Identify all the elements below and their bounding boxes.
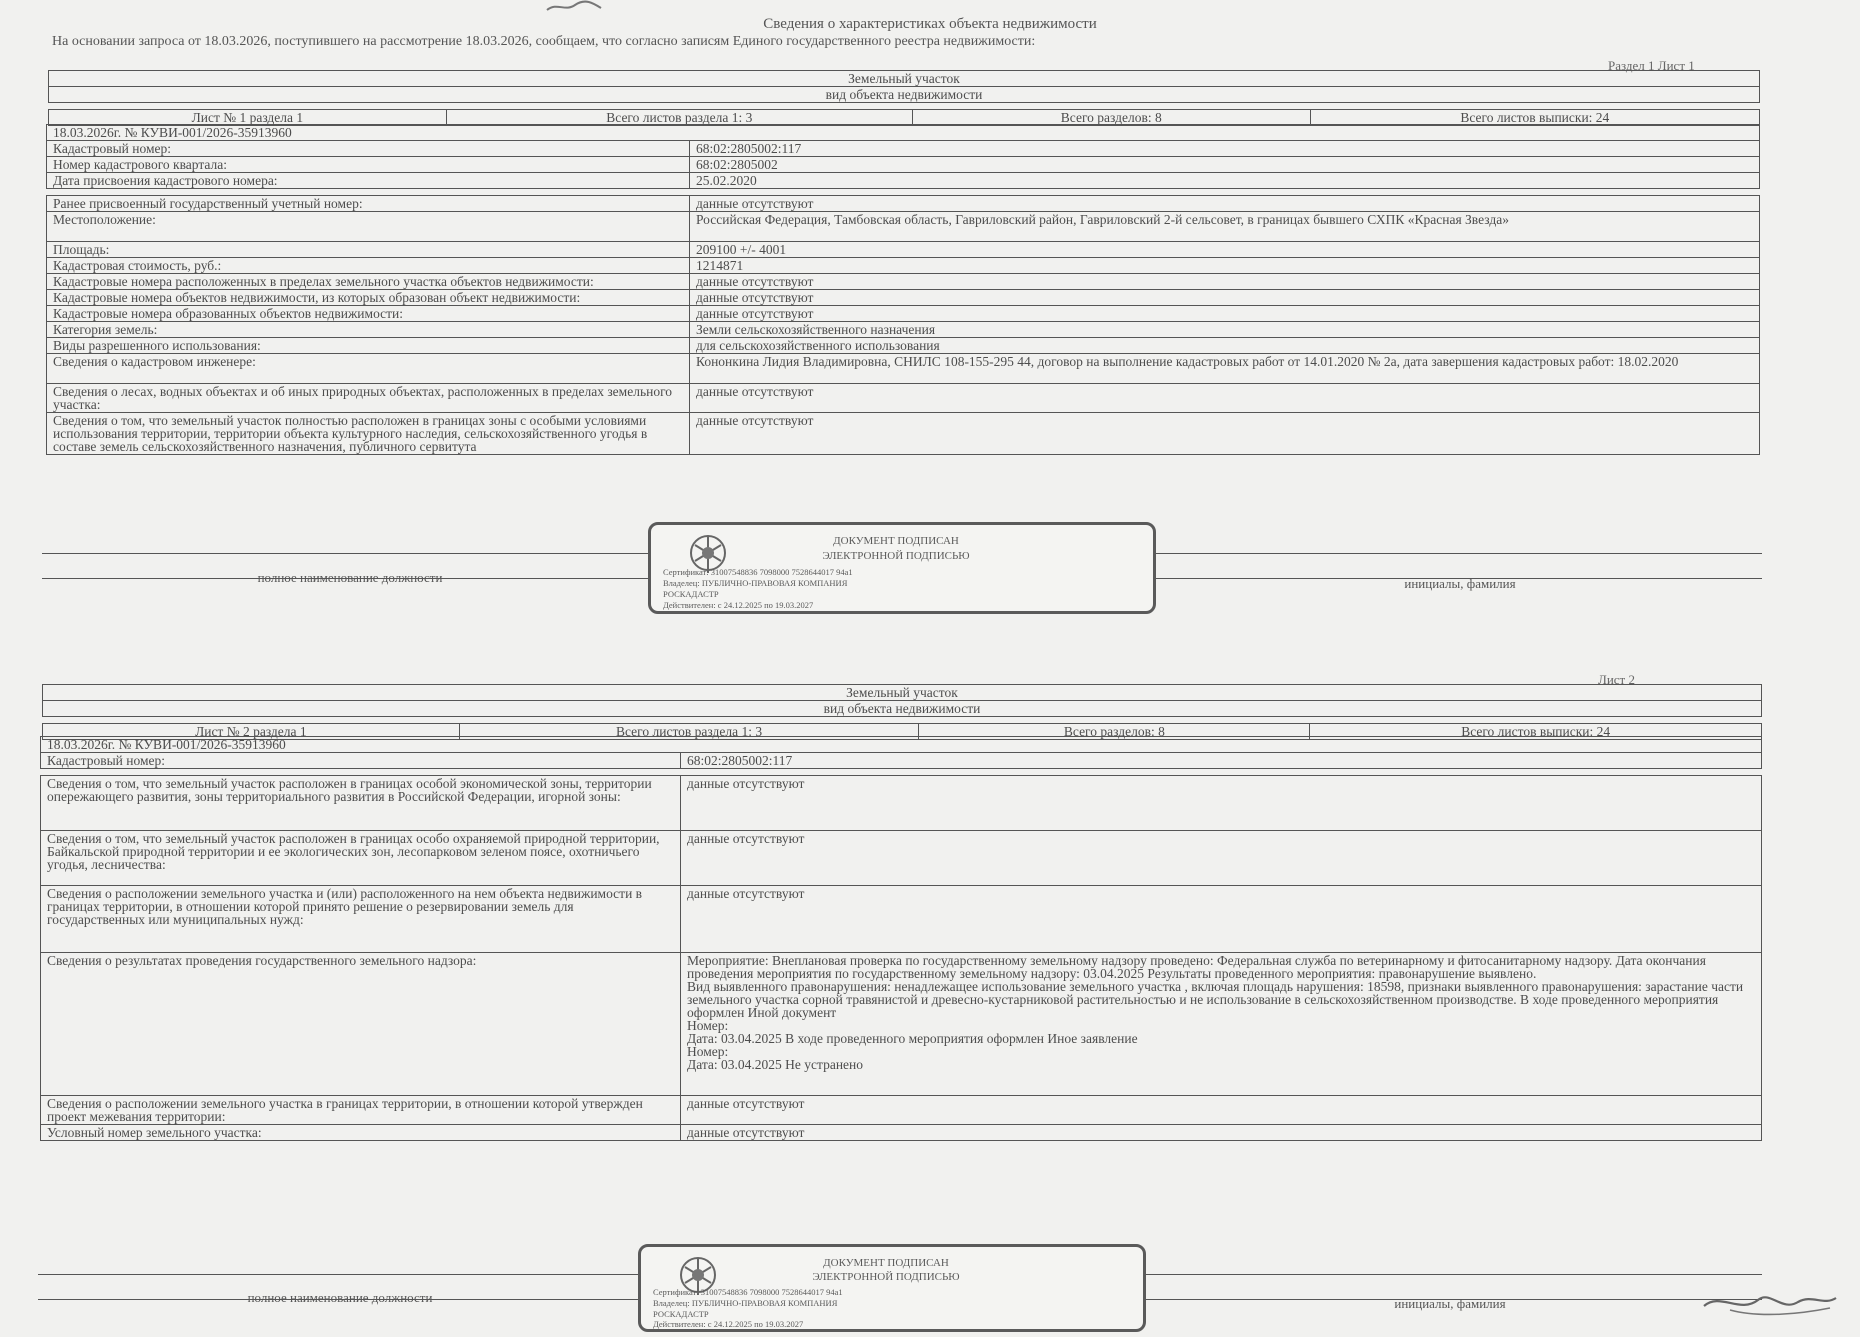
sheet2-sections-total: Всего разделов: 8 [919,724,1310,739]
stamp-valid: Действителен: с 24.12.2025 по 19.03.2027 [653,1319,804,1329]
position-caption: полное наименование должности [247,1290,433,1305]
row-label: Сведения о расположении земельного участка и (или) расположенного на нем объекта недвижимости в границах территории, в отношении которой принято решение о резервировании земель для государственных или муниципальных нужд: [41,886,681,953]
table-row [41,831,1762,886]
sheet1-sections-total: Всего разделов: 8 [912,110,1310,125]
row-label: Сведения о лесах, водных объектах и об иных природных объектах, расположенных в пределах земельного участка: [47,384,690,413]
row-label: Сведения о том, что земельный участок расположен в границах особой экономической зоны, территории опережающего развития, зоны территориального развития в Российской Федерации, игорной зоны: [41,776,681,831]
sheet2-corner-label: Лист 2 [1598,672,1635,687]
row-label: Сведения о результатах проведения государственного земельного надзора: [41,953,681,1096]
row-value: 68:02:2805002:117 [690,141,1760,157]
table-row [41,1096,1762,1125]
e-signature-stamp [648,522,1156,614]
row-label: Кадастровые номера объектов недвижимости, из которых образован объект недвижимости: [47,290,690,306]
sheet2-object-type-caption: вид объекта недвижимости [43,701,1762,717]
row-value: данные отсутствуют [690,306,1760,322]
table-row [47,141,1760,157]
table-row [47,212,1760,242]
row-label: Местоположение: [47,212,690,242]
row-value: Земли сельскохозяйственного назначения [690,322,1760,338]
table-row [47,157,1760,173]
table-row [47,413,1760,455]
handwritten-signature [1700,1284,1840,1320]
row-label: Дата присвоения кадастрового номера: [47,173,690,189]
row-value: данные отсутствуют [681,831,1762,886]
table-row [47,173,1760,189]
table-row [41,886,1762,953]
row-value: данные отсутствуют [690,196,1760,212]
handwritten-mark [545,0,605,14]
table-row [47,354,1760,384]
table-row [47,290,1760,306]
sheet1-header-table [48,70,1760,126]
row-label: Сведения о расположении земельного участка в границах территории, в отношении которой утвержден проект межевания территории: [41,1096,681,1125]
row-value: Кононкина Лидия Владимировна, СНИЛС 108-155-295 44, договор на выполнение кадастровых работ от 14.01.2020 № 2а, дата завершения кадастровых работ: 18.02.2020 [690,354,1760,384]
row-value: данные отсутствуют [690,413,1760,455]
row-value: данные отсутствуют [681,1096,1762,1125]
row-label: Кадастровый номер: [47,141,690,157]
position-caption: полное наименование должности [257,570,443,585]
table-row [41,953,1762,1096]
row-value: 25.02.2020 [690,173,1760,189]
sheet1-corner-label: Раздел 1 Лист 1 [1608,58,1695,73]
document-title: Сведения о характеристиках объекта недвижимости [763,16,1097,32]
table-row [47,242,1760,258]
row-label: Категория земель: [47,322,690,338]
stamp-cert: Сертификат: 31007548836 7098000 7528644017 94a1 [663,567,853,577]
table-row [47,274,1760,290]
stamp-title-1: ДОКУМЕНТ ПОДПИСАН [833,535,959,547]
sheet1-sheets-total-extract: Всего листов выписки: 24 [1310,110,1759,125]
stamp-cert: Сертификат: 31007548836 7098000 7528644017 94a1 [653,1287,843,1297]
row-label: Сведения о том, что земельный участок полностью расположен в границах зоны с особыми условиями использования территории, территории объекта культурного наследия, сельскохозяйственного угодья в составе земель сельскохозяйственного назначения, публичного сервитута [47,413,690,455]
table-row [47,306,1760,322]
table-row [47,384,1760,413]
sheet2-doc-number: 18.03.2026г. № КУВИ-001/2026-35913960 [41,737,1762,753]
row-label: Сведения о кадастровом инженере: [47,354,690,384]
row-value: Российская Федерация, Тамбовская область, Гавриловский район, Гавриловский 2-й сельсовет, в границах бывшего СХПК «Красная Звезда» [690,212,1760,242]
stamp-title-2: ЭЛЕКТРОННОЙ ПОДПИСЬЮ [822,550,970,562]
stamp-title-2: ЭЛЕКТРОННОЙ ПОДПИСЬЮ [812,1271,960,1283]
table-row [41,1125,1762,1141]
sheet1-sheet-no: Лист № 1 раздела 1 [191,110,304,125]
row-value: 68:02:2805002 [690,157,1760,173]
table-row [47,338,1760,354]
row-label: Номер кадастрового квартала: [47,157,690,173]
row-value: данные отсутствуют [690,384,1760,413]
row-value: 68:02:2805002:117 [681,753,1762,769]
name-caption: инициалы, фамилия [1394,1296,1506,1311]
sheet1-object-type: Земельный участок [49,71,1760,87]
name-caption: инициалы, фамилия [1404,576,1516,591]
stamp-valid: Действителен: с 24.12.2025 по 19.03.2027 [663,600,814,610]
stamp-title-1: ДОКУМЕНТ ПОДПИСАН [823,1257,949,1269]
sheet2-main-table [40,736,1762,1141]
sheet1-object-type-caption: вид объекта недвижимости [49,87,1760,103]
row-value: данные отсутствуют [690,290,1760,306]
sheet2-sheets-total-section: Всего листов раздела 1: 3 [459,724,919,739]
table-row [47,196,1760,212]
table-row [47,258,1760,274]
e-signature-stamp [638,1244,1146,1332]
sheet2-header-table [42,684,1762,740]
row-label: Площадь: [47,242,690,258]
row-label: Кадастровый номер: [41,753,681,769]
sheet1-main-table [46,124,1760,455]
stamp-org: РОСКАДАСТР [663,589,719,599]
row-label: Условный номер земельного участка: [41,1125,681,1141]
row-label: Кадастровые номера расположенных в пределах земельного участка объектов недвижимости: [47,274,690,290]
stamp-owner: Владелец: ПУБЛИЧНО-ПРАВОВАЯ КОМПАНИЯ [663,578,848,588]
sheet2-sheet-no: Лист № 2 раздела 1 [195,724,307,739]
row-label: Ранее присвоенный государственный учетный номер: [47,196,690,212]
sheet2-sheets-total-extract: Всего листов выписки: 24 [1310,724,1761,739]
row-value: Мероприятие: Внеплановая проверка по государственному земельному надзору проведено: Федеральная служба по ветеринарному и фитосанитарному надзору. Дата окончания проведения мероприятия по государственному земельному надзору: 03.04.2025 Результаты проведенного мероприятия: правонарушение выявлено. Вид выявленного правонарушения: ненадлежащее использование земельного участка , включая площадь нарушения: 18598, признаки выявленного правонарушения: зарастание части земельного участка сорной травянистой и древесно-кустарниковой растительностью и не использование в сельскохозяйственном производстве. В ходе проведенного мероприятия оформлен Иной документ Номер: Дата: 03.04.2025 В ходе проведенного мероприятия оформлен Иное заявление Номер: Дата: 03.04.2025 Не устранено [681,953,1762,1096]
row-value: для сельскохозяйственного использования [690,338,1760,354]
row-value: данные отсутствуют [681,886,1762,953]
stamp-org: РОСКАДАСТР [653,1309,709,1319]
stamp-owner: Владелец: ПУБЛИЧНО-ПРАВОВАЯ КОМПАНИЯ [653,1298,838,1308]
row-label: Виды разрешенного использования: [47,338,690,354]
table-row [41,753,1762,769]
row-label: Кадастровая стоимость, руб.: [47,258,690,274]
row-label: Сведения о том, что земельный участок расположен в границах особо охраняемой природной территории, Байкальской природной территории и ее экологических зон, лесопарковом зеленом поясе, охотничьего угодья, лесничества: [41,831,681,886]
row-value: 209100 +/- 4001 [690,242,1760,258]
row-value: данные отсутствуют [690,274,1760,290]
document-intro: На основании запроса от 18.03.2026, поступившего на рассмотрение 18.03.2026, сообщаем, что согласно записям Единого государственного реестра недвижимости: [52,34,1036,49]
sheet2-object-type: Земельный участок [43,685,1762,701]
row-value: данные отсутствуют [681,1125,1762,1141]
row-value: 1214871 [690,258,1760,274]
sheet1-sheets-total-section: Всего листов раздела 1: 3 [446,110,912,125]
row-value: данные отсутствуют [681,776,1762,831]
table-row [47,322,1760,338]
row-label: Кадастровые номера образованных объектов недвижимости: [47,306,690,322]
table-row [41,776,1762,831]
sheet1-doc-number: 18.03.2026г. № КУВИ-001/2026-35913960 [47,125,1760,141]
